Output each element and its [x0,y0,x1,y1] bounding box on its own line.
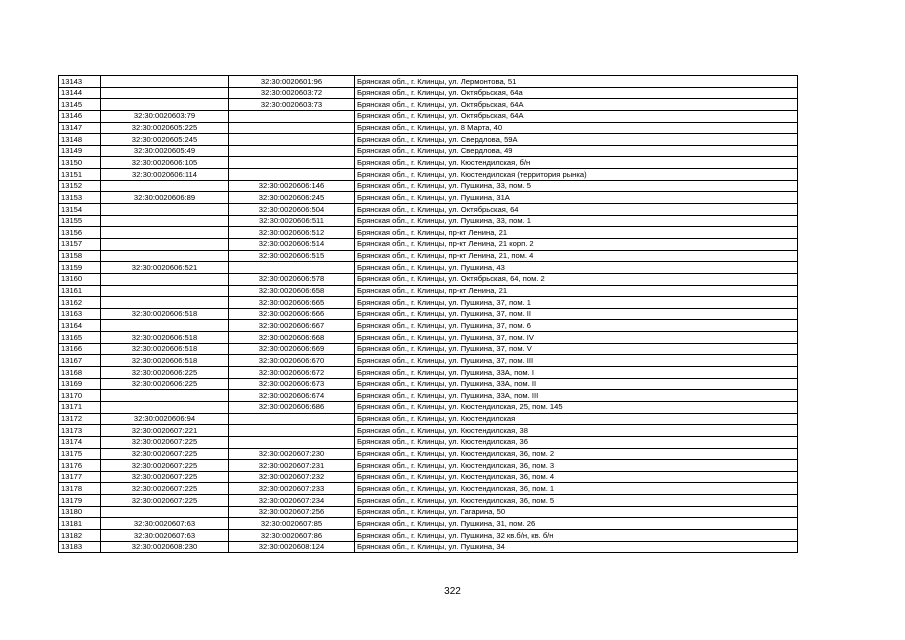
table-row [59,343,798,355]
land-cadastral-number-cell [101,87,229,99]
table-row [59,180,798,192]
table-row [59,460,798,472]
row-number-cell: 13160 [59,273,101,285]
land-cadastral-number-cell: 32:30:0020606:521 [101,262,229,274]
row-number-cell: 13182 [59,529,101,541]
table-row [59,145,798,157]
table-row [59,541,798,553]
table-row [59,390,798,402]
land-cadastral-number-cell: 32:30:0020607:221 [101,425,229,437]
object-cadastral-number-cell: 32:30:0020606:515 [229,250,355,262]
row-number-cell: 13147 [59,122,101,134]
object-cadastral-number-cell [229,436,355,448]
object-cadastral-number-cell: 32:30:0020603:72 [229,87,355,99]
land-cadastral-number-cell: 32:30:0020607:225 [101,471,229,483]
address-cell: Брянская обл., г. Клинцы, ул. Октябрьская, 64, пом. 2 [355,273,798,285]
land-cadastral-number-cell: 32:30:0020606:518 [101,332,229,344]
row-number-cell: 13159 [59,262,101,274]
address-cell: Брянская обл., г. Клинцы, ул. Гагарина, 50 [355,506,798,518]
object-cadastral-number-cell: 32:30:0020606:668 [229,332,355,344]
object-cadastral-number-cell [229,425,355,437]
object-cadastral-number-cell: 32:30:0020606:674 [229,390,355,402]
address-cell: Брянская обл., г. Клинцы, ул. Пушкина, 31А [355,192,798,204]
address-cell: Брянская обл., г. Клинцы, ул. Октябрьская, 64а [355,87,798,99]
table-row [59,413,798,425]
row-number-cell: 13180 [59,506,101,518]
table-row [59,495,798,507]
address-cell: Брянская обл., г. Клинцы, пр-кт Ленина, 21 корп. 2 [355,238,798,250]
object-cadastral-number-cell: 32:30:0020607:232 [229,471,355,483]
land-cadastral-number-cell: 32:30:0020607:225 [101,495,229,507]
table-row [59,169,798,181]
table-row [59,332,798,344]
address-cell: Брянская обл., г. Клинцы, ул. Октябрьская, 64А [355,110,798,122]
object-cadastral-number-cell: 32:30:0020606:514 [229,238,355,250]
table-row [59,110,798,122]
land-cadastral-number-cell: 32:30:0020606:225 [101,367,229,379]
row-number-cell: 13171 [59,401,101,413]
land-cadastral-number-cell: 32:30:0020607:225 [101,483,229,495]
row-number-cell: 13179 [59,495,101,507]
object-cadastral-number-cell [229,157,355,169]
address-cell: Брянская обл., г. Клинцы, ул. Пушкина, 33, пом. 5 [355,180,798,192]
row-number-cell: 13164 [59,320,101,332]
address-cell: Брянская обл., г. Клинцы, пр-кт Ленина, 21, пом. 4 [355,250,798,262]
table-row [59,448,798,460]
table-row [59,157,798,169]
object-cadastral-number-cell: 32:30:0020607:233 [229,483,355,495]
land-cadastral-number-cell: 32:30:0020605:245 [101,134,229,146]
row-number-cell: 13155 [59,215,101,227]
address-cell: Брянская обл., г. Клинцы, ул. Кюстендилская, 36 [355,436,798,448]
row-number-cell: 13146 [59,110,101,122]
object-cadastral-number-cell: 32:30:0020606:578 [229,273,355,285]
object-cadastral-number-cell [229,110,355,122]
object-cadastral-number-cell: 32:30:0020607:231 [229,460,355,472]
address-cell: Брянская обл., г. Клинцы, ул. Кюстендилская, 36, пом. 5 [355,495,798,507]
table-row [59,320,798,332]
table-row [59,215,798,227]
object-cadastral-number-cell: 32:30:0020606:666 [229,308,355,320]
object-cadastral-number-cell: 32:30:0020606:512 [229,227,355,239]
table-row [59,436,798,448]
land-cadastral-number-cell [101,227,229,239]
address-cell: Брянская обл., г. Клинцы, ул. Свердлова, 49 [355,145,798,157]
address-cell: Брянская обл., г. Клинцы, ул. Пушкина, 37, пом. V [355,343,798,355]
land-cadastral-number-cell: 32:30:0020606:114 [101,169,229,181]
table-row [59,378,798,390]
row-number-cell: 13176 [59,460,101,472]
land-cadastral-number-cell: 32:30:0020607:225 [101,460,229,472]
row-number-cell: 13177 [59,471,101,483]
row-number-cell: 13174 [59,436,101,448]
row-number-cell: 13165 [59,332,101,344]
row-number-cell: 13172 [59,413,101,425]
address-cell: Брянская обл., г. Клинцы, пр-кт Ленина, 21 [355,285,798,297]
table-row [59,192,798,204]
address-cell: Брянская обл., г. Клинцы, ул. 8 Марта, 40 [355,122,798,134]
row-number-cell: 13168 [59,367,101,379]
row-number-cell: 13169 [59,378,101,390]
land-cadastral-number-cell: 32:30:0020608:230 [101,541,229,553]
object-cadastral-number-cell: 32:30:0020608:124 [229,541,355,553]
address-cell: Брянская обл., г. Клинцы, ул. Кюстендилская, 38 [355,425,798,437]
object-cadastral-number-cell [229,122,355,134]
table-row [59,471,798,483]
land-cadastral-number-cell: 32:30:0020607:63 [101,529,229,541]
object-cadastral-number-cell: 32:30:0020606:670 [229,355,355,367]
address-cell: Брянская обл., г. Клинцы, пр-кт Ленина, 21 [355,227,798,239]
address-cell: Брянская обл., г. Клинцы, ул. Октябрьская, 64 [355,204,798,216]
page-number: 322 [444,586,461,597]
registry-table-body [59,76,798,553]
object-cadastral-number-cell: 32:30:0020603:73 [229,99,355,111]
land-cadastral-number-cell: 32:30:0020606:518 [101,355,229,367]
object-cadastral-number-cell: 32:30:0020607:230 [229,448,355,460]
table-row [59,238,798,250]
table-row [59,308,798,320]
table-row [59,506,798,518]
object-cadastral-number-cell: 32:30:0020606:658 [229,285,355,297]
land-cadastral-number-cell: 32:30:0020606:225 [101,378,229,390]
land-cadastral-number-cell: 32:30:0020606:518 [101,308,229,320]
table-row [59,76,798,88]
address-cell: Брянская обл., г. Клинцы, ул. Свердлова, 59А [355,134,798,146]
address-cell: Брянская обл., г. Клинцы, ул. Кюстендилская, б/н [355,157,798,169]
address-cell: Брянская обл., г. Клинцы, ул. Пушкина, 33А, пом. II [355,378,798,390]
land-cadastral-number-cell: 32:30:0020607:225 [101,436,229,448]
address-cell: Брянская обл., г. Клинцы, ул. Пушкина, 43 [355,262,798,274]
land-cadastral-number-cell: 32:30:0020607:63 [101,518,229,530]
address-cell: Брянская обл., г. Клинцы, ул. Пушкина, 34 [355,541,798,553]
object-cadastral-number-cell: 32:30:0020607:234 [229,495,355,507]
row-number-cell: 13143 [59,76,101,88]
address-cell: Брянская обл., г. Клинцы, ул. Пушкина, 33, пом. 1 [355,215,798,227]
address-cell: Брянская обл., г. Клинцы, ул. Пушкина, 31, пом. 26 [355,518,798,530]
land-cadastral-number-cell: 32:30:0020605:225 [101,122,229,134]
address-cell: Брянская обл., г. Клинцы, ул. Кюстендилская [355,413,798,425]
row-number-cell: 13167 [59,355,101,367]
row-number-cell: 13175 [59,448,101,460]
row-number-cell: 13144 [59,87,101,99]
address-cell: Брянская обл., г. Клинцы, ул. Пушкина, 33А, пом. III [355,390,798,402]
address-cell: Брянская обл., г. Клинцы, ул. Пушкина, 33А, пом. I [355,367,798,379]
table-row [59,99,798,111]
row-number-cell: 13170 [59,390,101,402]
land-cadastral-number-cell: 32:30:0020606:518 [101,343,229,355]
object-cadastral-number-cell: 32:30:0020606:673 [229,378,355,390]
row-number-cell: 13156 [59,227,101,239]
land-cadastral-number-cell [101,180,229,192]
table-row [59,250,798,262]
row-number-cell: 13150 [59,157,101,169]
row-number-cell: 13152 [59,180,101,192]
object-cadastral-number-cell [229,413,355,425]
address-cell: Брянская обл., г. Клинцы, ул. Лермонтова, 51 [355,76,798,88]
land-cadastral-number-cell [101,506,229,518]
address-cell: Брянская обл., г. Клинцы, ул. Кюстендилская (территория рынка) [355,169,798,181]
object-cadastral-number-cell: 32:30:0020607:86 [229,529,355,541]
address-cell: Брянская обл., г. Клинцы, ул. Кюстендилская, 36, пом. 4 [355,471,798,483]
land-cadastral-number-cell: 32:30:0020607:225 [101,448,229,460]
row-number-cell: 13166 [59,343,101,355]
address-cell: Брянская обл., г. Клинцы, ул. Кюстендилская, 36, пом. 2 [355,448,798,460]
table-row [59,367,798,379]
object-cadastral-number-cell [229,262,355,274]
address-cell: Брянская обл., г. Клинцы, ул. Октябрьская, 64А [355,99,798,111]
object-cadastral-number-cell: 32:30:0020606:667 [229,320,355,332]
row-number-cell: 13181 [59,518,101,530]
row-number-cell: 13151 [59,169,101,181]
object-cadastral-number-cell: 32:30:0020607:256 [229,506,355,518]
row-number-cell: 13145 [59,99,101,111]
address-cell: Брянская обл., г. Клинцы, ул. Пушкина, 37, пом. II [355,308,798,320]
land-cadastral-number-cell [101,320,229,332]
land-cadastral-number-cell [101,297,229,309]
land-cadastral-number-cell [101,285,229,297]
object-cadastral-number-cell: 32:30:0020606:669 [229,343,355,355]
object-cadastral-number-cell: 32:30:0020601:96 [229,76,355,88]
table-row [59,518,798,530]
table-row [59,227,798,239]
object-cadastral-number-cell: 32:30:0020606:245 [229,192,355,204]
object-cadastral-number-cell: 32:30:0020606:511 [229,215,355,227]
object-cadastral-number-cell: 32:30:0020607:85 [229,518,355,530]
row-number-cell: 13148 [59,134,101,146]
registry-table [58,75,798,553]
object-cadastral-number-cell: 32:30:0020606:504 [229,204,355,216]
table-row [59,529,798,541]
row-number-cell: 13178 [59,483,101,495]
row-number-cell: 13183 [59,541,101,553]
address-cell: Брянская обл., г. Клинцы, ул. Пушкина, 37, пом. 1 [355,297,798,309]
object-cadastral-number-cell [229,145,355,157]
address-cell: Брянская обл., г. Клинцы, ул. Пушкина, 32 кв.б/н, кв. б/н [355,529,798,541]
land-cadastral-number-cell [101,401,229,413]
row-number-cell: 13157 [59,238,101,250]
land-cadastral-number-cell [101,238,229,250]
land-cadastral-number-cell: 32:30:0020606:94 [101,413,229,425]
table-row [59,401,798,413]
table-row [59,297,798,309]
address-cell: Брянская обл., г. Клинцы, ул. Кюстендилская, 36, пом. 1 [355,483,798,495]
table-row [59,273,798,285]
address-cell: Брянская обл., г. Клинцы, ул. Пушкина, 37, пом. 6 [355,320,798,332]
row-number-cell: 13161 [59,285,101,297]
land-cadastral-number-cell [101,204,229,216]
row-number-cell: 13162 [59,297,101,309]
object-cadastral-number-cell [229,134,355,146]
object-cadastral-number-cell: 32:30:0020606:686 [229,401,355,413]
land-cadastral-number-cell [101,390,229,402]
address-cell: Брянская обл., г. Клинцы, ул. Кюстендилская, 36, пом. 3 [355,460,798,472]
land-cadastral-number-cell: 32:30:0020605:49 [101,145,229,157]
object-cadastral-number-cell [229,169,355,181]
land-cadastral-number-cell: 32:30:0020606:105 [101,157,229,169]
object-cadastral-number-cell: 32:30:0020606:672 [229,367,355,379]
land-cadastral-number-cell [101,250,229,262]
address-cell: Брянская обл., г. Клинцы, ул. Кюстендилская, 25, пом. 145 [355,401,798,413]
table-row [59,87,798,99]
table-row [59,425,798,437]
row-number-cell: 13153 [59,192,101,204]
land-cadastral-number-cell [101,76,229,88]
object-cadastral-number-cell: 32:30:0020606:146 [229,180,355,192]
row-number-cell: 13163 [59,308,101,320]
table-row [59,262,798,274]
table-row [59,204,798,216]
land-cadastral-number-cell: 32:30:0020606:89 [101,192,229,204]
address-cell: Брянская обл., г. Клинцы, ул. Пушкина, 37, пом. III [355,355,798,367]
object-cadastral-number-cell: 32:30:0020606:665 [229,297,355,309]
row-number-cell: 13158 [59,250,101,262]
row-number-cell: 13173 [59,425,101,437]
land-cadastral-number-cell [101,273,229,285]
table-row [59,483,798,495]
address-cell: Брянская обл., г. Клинцы, ул. Пушкина, 37, пом. IV [355,332,798,344]
land-cadastral-number-cell [101,99,229,111]
row-number-cell: 13154 [59,204,101,216]
table-row [59,355,798,367]
table-row [59,122,798,134]
row-number-cell: 13149 [59,145,101,157]
land-cadastral-number-cell [101,215,229,227]
land-cadastral-number-cell: 32:30:0020603:79 [101,110,229,122]
table-row [59,134,798,146]
table-row [59,285,798,297]
